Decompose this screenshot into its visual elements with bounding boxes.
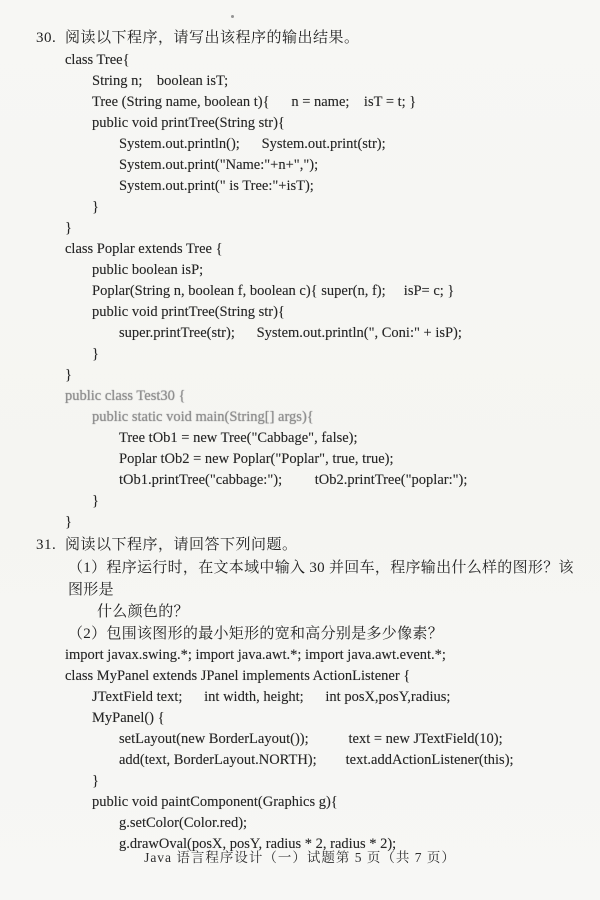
code-line: } [65,514,72,530]
page-footer: Java 语言程序设计（一）试题第 5 页（共 7 页） [144,850,456,865]
code-line: Poplar tOb2 = new Poplar("Poplar", true, true); [119,451,394,467]
question-31 [36,533,580,855]
code-line: tOb1.printTree("cabbage:"); tOb2.printTree("poplar:"); [119,472,468,488]
code-line: add(text, BorderLayout.NORTH); text.addActionListener(this); [119,752,514,768]
code-line: public void printTree(String str){ [92,304,285,320]
sub-question-2-text: 包围该图形的最小矩形的宽和高分别是多少像素？ [106,626,444,642]
code-line: public void printTree(String str){ [92,115,285,131]
question-31-prompt: 阅读以下程序，请回答下列问题。 [65,537,298,553]
code-line: public static void main(String[] args){ [92,409,314,425]
code-line: g.drawOval(posX, posY, radius * 2, radius * 2); [119,836,397,852]
code-line: MyPanel() { [92,710,165,726]
code-line: Tree tOb1 = new Tree("Cabbage", false); [119,430,358,446]
code-line: class Poplar extends Tree { [65,241,223,257]
sub-question-2-label: （2） [68,626,107,642]
scan-dot-artifact [231,15,234,18]
code-line: class Tree{ [65,52,130,68]
sub-question-1 [36,557,580,623]
code-line: g.setColor(Color.red); [119,815,248,831]
code-line: System.out.print("Name:"+n+","); [119,157,319,173]
code-line: } [92,346,99,362]
question-31-number: 31. [36,537,57,553]
code-line: import javax.swing.*; import java.awt.*; import java.awt.event.*; [65,647,446,663]
question-30-prompt: 阅读以下程序，请写出该程序的输出结果。 [65,30,360,46]
code-line: super.printTree(str); System.out.println(", Coni:" + isP); [119,325,462,341]
code-line: } [92,199,99,215]
question-31-code [36,645,580,855]
code-line: public class Test30 { [65,388,186,404]
code-line: public boolean isP; [92,262,204,278]
sub-question-1-text: 程序运行时，在文本域中输入 30 并回车，程序输出什么样的图形？该图形是 [68,560,574,598]
code-line: String n; boolean isT; [92,73,229,89]
question-30-number: 30. [36,30,57,46]
code-line: Poplar(String n, boolean f, boolean c){ super(n, f); isP= c; } [92,283,455,299]
code-line: JTextField text; int width, height; int posX,posY,radius; [92,689,451,705]
code-line: public void paintComponent(Graphics g){ [92,794,338,810]
question-31-header [36,533,580,557]
code-line: Tree (String name, boolean t){ n = name; isT = t; } [92,94,417,110]
question-30 [36,26,580,533]
code-line: setLayout(new BorderLayout()); text = new JTextField(10); [119,731,503,747]
code-line: System.out.print(" is Tree:"+isT); [119,178,314,194]
sub-question-1-label: （1） [68,560,107,576]
question-30-code [36,50,580,533]
code-line: } [65,367,72,383]
sub-question-1-text2: 什么颜色的？ [97,604,189,620]
code-line: } [92,773,99,789]
code-line: } [92,493,99,509]
code-line: } [65,220,72,236]
sub-question-2 [36,623,580,645]
code-line: System.out.println(); System.out.print(str); [119,136,386,152]
code-line: class MyPanel extends JPanel implements ActionListener { [65,668,411,684]
question-30-header [36,26,580,50]
